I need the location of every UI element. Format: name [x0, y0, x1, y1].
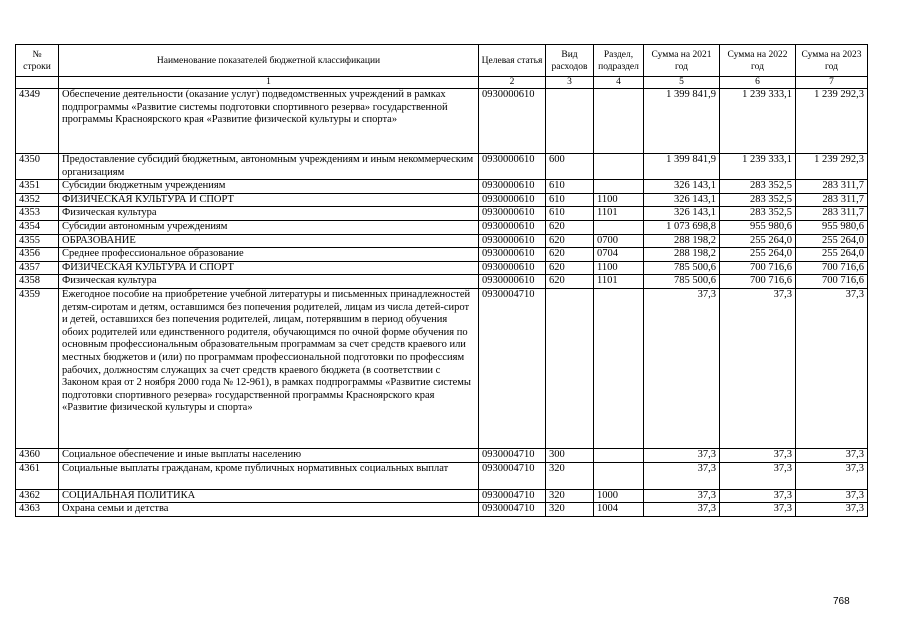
header-row	[16, 45, 868, 77]
row-expense-type: 610	[546, 193, 594, 207]
row-sum-2021: 785 500,6	[644, 261, 720, 275]
row-sum-2022: 700 716,6	[720, 275, 796, 289]
row-sum-2021: 37,3	[644, 448, 720, 462]
row-expense-type: 620	[546, 220, 594, 234]
row-sum-2021: 288 198,2	[644, 234, 720, 248]
row-number: 4359	[16, 288, 59, 448]
table-row	[16, 193, 868, 207]
column-number: 2	[479, 77, 546, 89]
header-sum2021: Сумма на 2021 год	[644, 45, 720, 77]
row-section	[594, 288, 644, 448]
table-row	[16, 220, 868, 234]
row-sum-2023: 700 716,6	[796, 261, 868, 275]
table-row	[16, 89, 868, 154]
row-expense-type: 320	[546, 489, 594, 503]
row-sum-2022: 255 264,0	[720, 248, 796, 262]
row-name: ФИЗИЧЕСКАЯ КУЛЬТУРА И СПОРТ	[59, 193, 479, 207]
row-name: Субсидии бюджетным учреждениям	[59, 180, 479, 194]
row-sum-2021: 37,3	[644, 462, 720, 489]
row-section	[594, 220, 644, 234]
row-sum-2023: 955 980,6	[796, 220, 868, 234]
row-sum-2022: 955 980,6	[720, 220, 796, 234]
row-name: Предоставление субсидий бюджетным, автономным учреждениям и иным некоммерческим организациям	[59, 154, 479, 180]
row-sum-2022: 700 716,6	[720, 261, 796, 275]
row-sum-2023: 37,3	[796, 288, 868, 448]
row-expense-type: 320	[546, 462, 594, 489]
row-target-article: 0930004710	[479, 288, 546, 448]
row-sum-2023: 255 264,0	[796, 234, 868, 248]
row-target-article: 0930000610	[479, 275, 546, 289]
row-target-article: 0930000610	[479, 261, 546, 275]
table-row	[16, 248, 868, 262]
row-section	[594, 154, 644, 180]
row-sum-2023: 37,3	[796, 462, 868, 489]
header-sum2022: Сумма на 2022 год	[720, 45, 796, 77]
row-target-article: 0930004710	[479, 462, 546, 489]
row-name: ОБРАЗОВАНИЕ	[59, 234, 479, 248]
row-sum-2022: 283 352,5	[720, 180, 796, 194]
column-number: 7	[796, 77, 868, 89]
table-row	[16, 489, 868, 503]
row-name: ФИЗИЧЕСКАЯ КУЛЬТУРА И СПОРТ	[59, 261, 479, 275]
table-row	[16, 154, 868, 180]
row-number: 4355	[16, 234, 59, 248]
header-vid: Вид расходов	[546, 45, 594, 77]
row-sum-2022: 255 264,0	[720, 234, 796, 248]
row-expense-type: 610	[546, 207, 594, 221]
row-section: 1100	[594, 261, 644, 275]
row-section	[594, 180, 644, 194]
column-number: 4	[594, 77, 644, 89]
row-sum-2021: 37,3	[644, 503, 720, 517]
table-row	[16, 234, 868, 248]
row-section: 1100	[594, 193, 644, 207]
row-sum-2022: 37,3	[720, 288, 796, 448]
table-row	[16, 261, 868, 275]
row-sum-2021: 1 399 841,9	[644, 89, 720, 154]
row-sum-2023: 255 264,0	[796, 248, 868, 262]
budget-table	[15, 44, 868, 517]
table-row	[16, 207, 868, 221]
row-target-article: 0930000610	[479, 207, 546, 221]
row-expense-type	[546, 89, 594, 154]
row-number: 4358	[16, 275, 59, 289]
row-sum-2022: 1 239 333,1	[720, 89, 796, 154]
row-target-article: 0930000610	[479, 89, 546, 154]
table-row	[16, 275, 868, 289]
header-sum2023: Сумма на 2023 год	[796, 45, 868, 77]
row-sum-2023: 1 239 292,3	[796, 89, 868, 154]
page-number: 768	[833, 596, 850, 607]
row-number: 4352	[16, 193, 59, 207]
row-expense-type	[546, 288, 594, 448]
row-name: СОЦИАЛЬНАЯ ПОЛИТИКА	[59, 489, 479, 503]
row-target-article: 0930004710	[479, 503, 546, 517]
row-name: Социальное обеспечение и иные выплаты населению	[59, 448, 479, 462]
row-target-article: 0930004710	[479, 489, 546, 503]
row-sum-2021: 288 198,2	[644, 248, 720, 262]
row-target-article: 0930000610	[479, 234, 546, 248]
row-number: 4353	[16, 207, 59, 221]
column-number: 1	[59, 77, 479, 89]
row-expense-type: 620	[546, 261, 594, 275]
row-expense-type: 620	[546, 248, 594, 262]
row-number: 4354	[16, 220, 59, 234]
row-expense-type: 600	[546, 154, 594, 180]
row-sum-2022: 283 352,5	[720, 207, 796, 221]
row-number: 4349	[16, 89, 59, 154]
column-number-row	[16, 77, 868, 89]
row-section: 1101	[594, 207, 644, 221]
row-sum-2023: 283 311,7	[796, 193, 868, 207]
row-section: 0700	[594, 234, 644, 248]
row-sum-2023: 283 311,7	[796, 207, 868, 221]
row-name: Физическая культура	[59, 207, 479, 221]
column-number: 3	[546, 77, 594, 89]
row-section: 1000	[594, 489, 644, 503]
row-sum-2021: 1 399 841,9	[644, 154, 720, 180]
row-name: Субсидии автономным учреждениям	[59, 220, 479, 234]
row-sum-2021: 37,3	[644, 288, 720, 448]
row-expense-type: 620	[546, 275, 594, 289]
row-name: Охрана семьи и детства	[59, 503, 479, 517]
header-code: Целевая статья	[479, 45, 546, 77]
row-sum-2023: 37,3	[796, 489, 868, 503]
row-section	[594, 448, 644, 462]
row-target-article: 0930000610	[479, 154, 546, 180]
column-number: 6	[720, 77, 796, 89]
row-sum-2022: 37,3	[720, 489, 796, 503]
table-row	[16, 288, 868, 448]
row-sum-2023: 1 239 292,3	[796, 154, 868, 180]
row-target-article: 0930004710	[479, 448, 546, 462]
row-sum-2022: 283 352,5	[720, 193, 796, 207]
row-number: 4356	[16, 248, 59, 262]
row-sum-2021: 326 143,1	[644, 193, 720, 207]
row-number: 4351	[16, 180, 59, 194]
header-razdel: Раздел, подраздел	[594, 45, 644, 77]
row-sum-2023: 283 311,7	[796, 180, 868, 194]
table-row	[16, 448, 868, 462]
row-number: 4360	[16, 448, 59, 462]
column-number: 5	[644, 77, 720, 89]
row-name: Обеспечение деятельности (оказание услуг) подведомственных учреждений в рамках подпрограммы «Развитие системы подготовки спортивного резерва» государственной программы Красноярского края «Развитие физической культуры и спорта»	[59, 89, 479, 154]
row-section	[594, 462, 644, 489]
table-row	[16, 503, 868, 517]
row-section: 1101	[594, 275, 644, 289]
header-num: № строки	[16, 45, 59, 77]
row-sum-2022: 37,3	[720, 503, 796, 517]
row-sum-2021: 326 143,1	[644, 207, 720, 221]
row-number: 4363	[16, 503, 59, 517]
row-sum-2021: 37,3	[644, 489, 720, 503]
column-number	[16, 77, 59, 89]
row-sum-2022: 37,3	[720, 448, 796, 462]
row-name: Среднее профессиональное образование	[59, 248, 479, 262]
row-target-article: 0930000610	[479, 180, 546, 194]
row-target-article: 0930000610	[479, 248, 546, 262]
row-number: 4361	[16, 462, 59, 489]
row-target-article: 0930000610	[479, 193, 546, 207]
row-name: Физическая культура	[59, 275, 479, 289]
row-section	[594, 89, 644, 154]
row-number: 4357	[16, 261, 59, 275]
row-sum-2021: 1 073 698,8	[644, 220, 720, 234]
row-section: 0704	[594, 248, 644, 262]
row-sum-2023: 700 716,6	[796, 275, 868, 289]
row-expense-type: 610	[546, 180, 594, 194]
row-sum-2023: 37,3	[796, 503, 868, 517]
row-name: Социальные выплаты гражданам, кроме публичных нормативных социальных выплат	[59, 462, 479, 489]
row-expense-type: 320	[546, 503, 594, 517]
row-sum-2022: 1 239 333,1	[720, 154, 796, 180]
table-row	[16, 462, 868, 489]
row-sum-2022: 37,3	[720, 462, 796, 489]
row-sum-2021: 326 143,1	[644, 180, 720, 194]
row-number: 4362	[16, 489, 59, 503]
row-expense-type: 300	[546, 448, 594, 462]
table-row	[16, 180, 868, 194]
header-name: Наименование показателей бюджетной классификации	[59, 45, 479, 77]
row-section: 1004	[594, 503, 644, 517]
row-number: 4350	[16, 154, 59, 180]
row-expense-type: 620	[546, 234, 594, 248]
row-sum-2021: 785 500,6	[644, 275, 720, 289]
row-sum-2023: 37,3	[796, 448, 868, 462]
row-target-article: 0930000610	[479, 220, 546, 234]
row-name: Ежегодное пособие на приобретение учебной литературы и письменных принадлежностей детям-сиротам и детям, оставшимся без попечения родителей, лицам из числа детей-сирот и детей, оставшихся без попечения родителей, лицам, потерявшим в период обучения обоих родителей или единственного родителя, обучающимся по очной форме обучения по основным профессиональным образовательным программам за счет средств краевого или местных бюджетов и (или) по программам профессиональной подготовки по профессиям рабочих, должностям служащих за счет средств краевого бюджета (в соответствии с Законом края от 2 ноября 2000 года № 12-961), в рамках подпрограммы «Развитие системы подготовки спортивного резерва» государственной программы Красноярского края «Развитие физической культуры и спорта»	[59, 288, 479, 448]
